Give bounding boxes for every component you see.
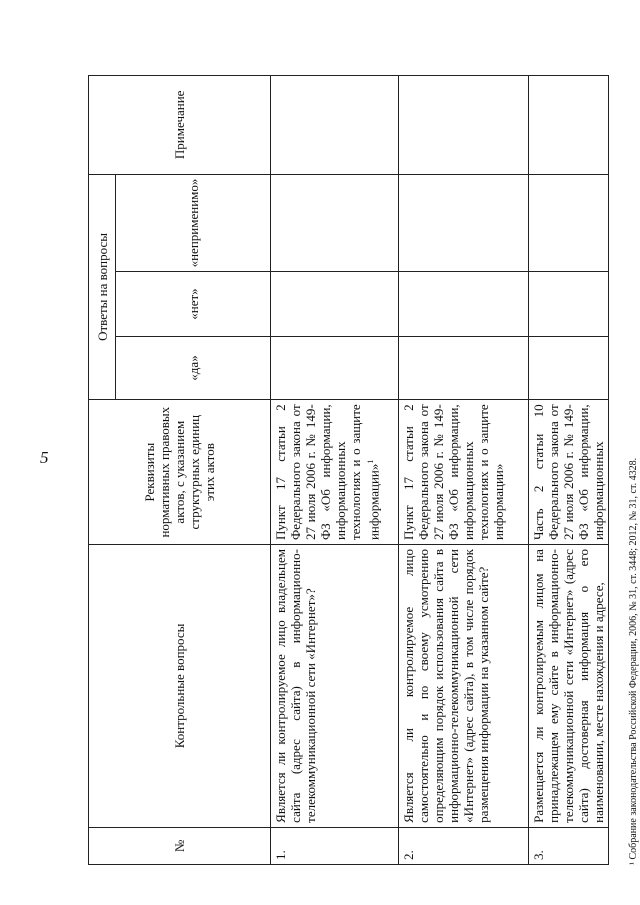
row-question: Является ли контролируемое лицо самостоятельно и по своему усмотрению определяющим порядок использования сайта в информационно-телекоммуникационной сети «Интернет» (адрес сайта), в том числе порядок размещения информации на указанном сайте? xyxy=(399,545,529,828)
answer-not-applicable-cell[interactable] xyxy=(529,174,609,272)
footnote: ¹ Собрание законодательства Российской Федерации, 2006, № 31, ст. 3448; 2012, № 31, ст. 4328. xyxy=(628,457,639,865)
header-no: «нет» xyxy=(116,272,271,336)
answer-yes-cell[interactable] xyxy=(529,336,609,400)
header-requisites: Реквизиты нормативных правовых актов, с указанием структурных единиц этих актов xyxy=(89,400,271,545)
row-requisites: Часть 2 статьи 10 Федерального закона от 27 июля 2006 г. № 149-ФЗ «Об информации, информационных xyxy=(529,400,609,545)
footnote-mark: 1 xyxy=(366,459,375,464)
answer-yes-cell[interactable] xyxy=(399,336,529,400)
row-question: Является ли контролируемое лицо владельцем сайта (адрес сайта) в информационно-телекоммуникационной сети «Интернет»? xyxy=(271,545,399,828)
page-number: 5 xyxy=(40,448,49,467)
answer-no-cell[interactable] xyxy=(529,272,609,336)
note-cell[interactable] xyxy=(529,76,609,175)
answer-no-cell[interactable] xyxy=(271,272,399,336)
header-answers: Ответы на вопросы xyxy=(89,174,116,400)
row-requisites: Пункт 17 статьи 2 Федерального закона от 27 июля 2006 г. № 149-ФЗ «Об информации, информационных технологиях и о защите информации» xyxy=(399,400,529,545)
rotated-document xyxy=(88,65,640,865)
row-num: 1. xyxy=(271,827,399,864)
table-row xyxy=(271,76,399,865)
note-cell[interactable] xyxy=(271,76,399,175)
table-row xyxy=(399,76,529,865)
header-question: Контрольные вопросы xyxy=(89,545,271,828)
answer-yes-cell[interactable] xyxy=(271,336,399,400)
row-num: 3. xyxy=(529,827,609,864)
header-num: № xyxy=(89,827,271,864)
header-yes: «да» xyxy=(116,336,271,400)
note-cell[interactable] xyxy=(399,76,529,175)
answer-no-cell[interactable] xyxy=(399,272,529,336)
checklist-table xyxy=(88,75,609,865)
table-row xyxy=(529,76,609,865)
header-note: Примечание xyxy=(89,76,271,175)
answer-not-applicable-cell[interactable] xyxy=(271,174,399,272)
row-requisites xyxy=(271,400,399,545)
header-row xyxy=(89,76,116,865)
answer-not-applicable-cell[interactable] xyxy=(399,174,529,272)
header-not-applicable: «неприменимо» xyxy=(116,174,271,272)
requisites-text: Пункт 17 статьи 2 Федерального закона от 27 июля 2006 г. № 149-ФЗ «Об информации, информационных технологиях и о защите информации» xyxy=(273,404,382,541)
row-question: Размещается ли контролируемым лицом на принадлежащем ему сайте в информационно-телекоммуникационной сети «Интернет» (адрес сайта) достоверная информация о его наименовании, месте нахождения и адресе, xyxy=(529,545,609,828)
row-num: 2. xyxy=(399,827,529,864)
